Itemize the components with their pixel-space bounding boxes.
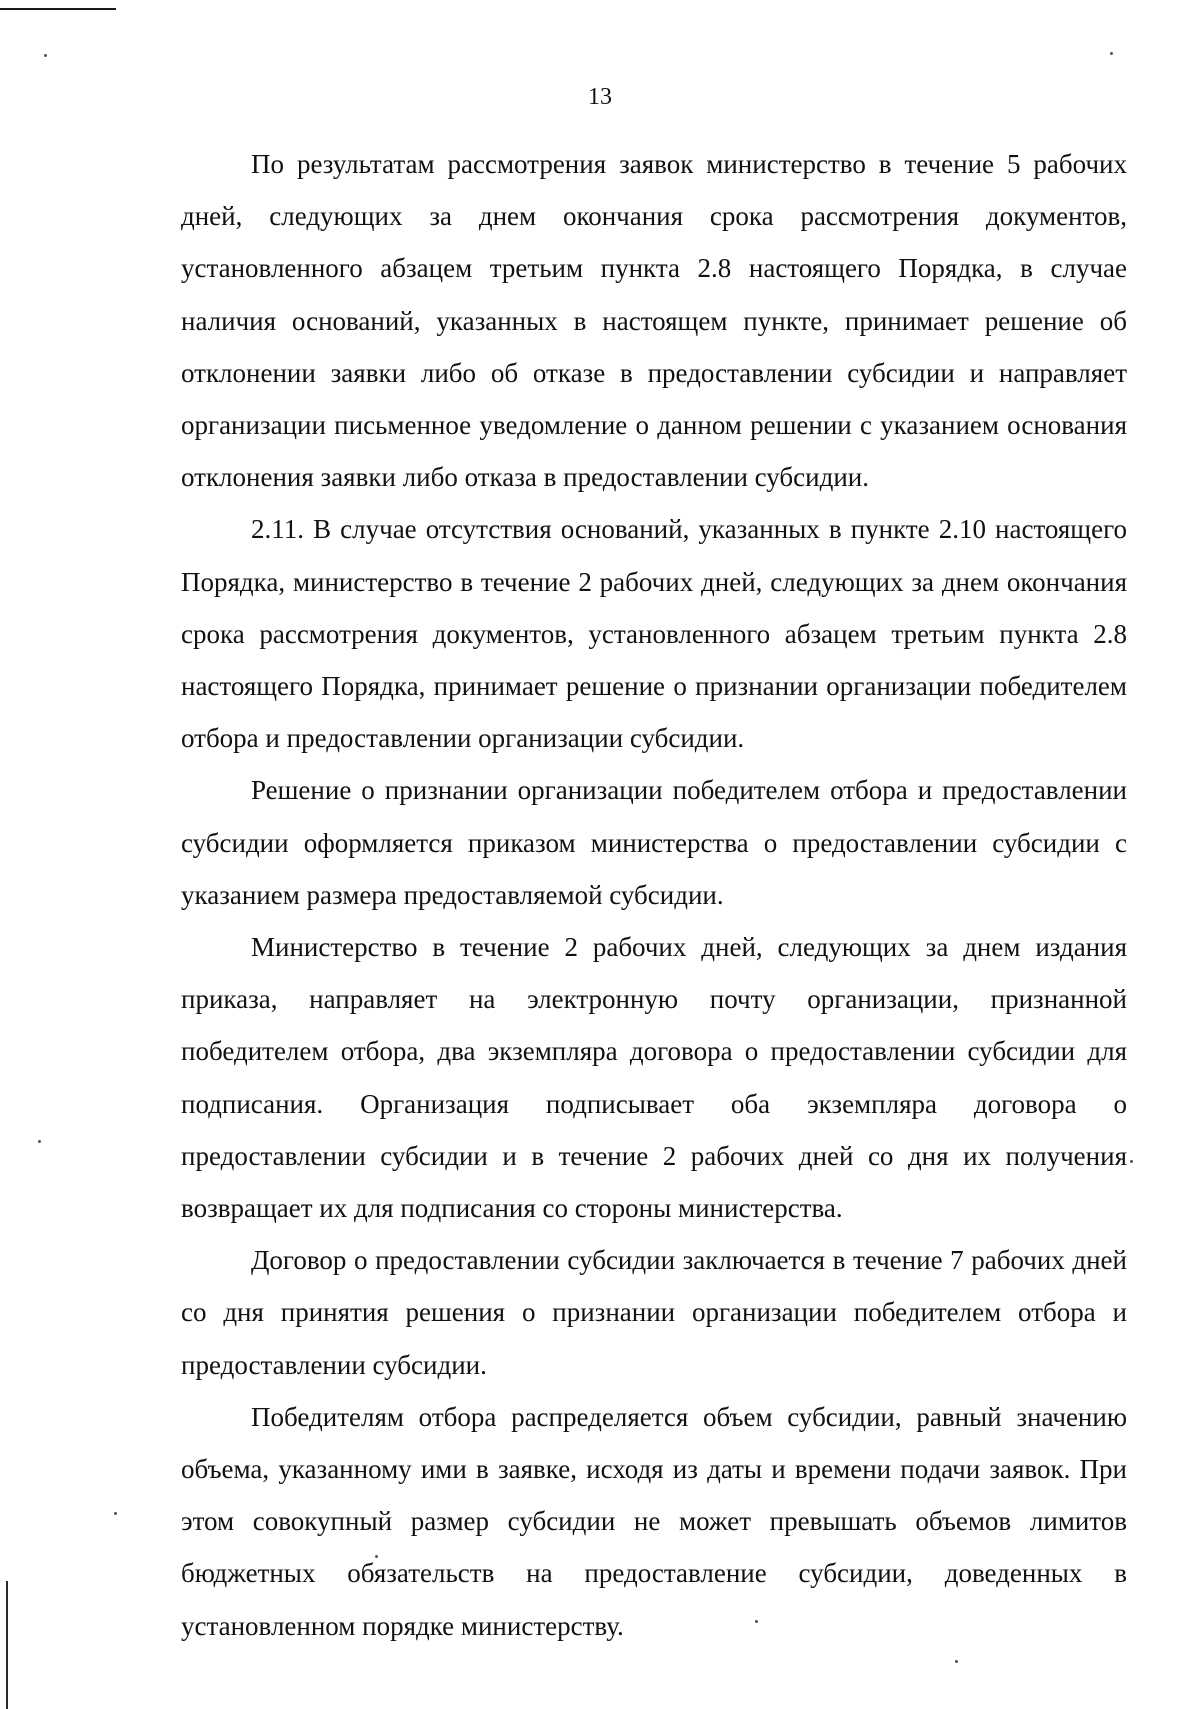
document-body <box>181 138 1127 1652</box>
scan-speck <box>38 1140 41 1143</box>
scan-speck <box>375 1555 378 1558</box>
scan-speck <box>114 1512 117 1515</box>
scan-corner-line <box>0 8 116 10</box>
scan-speck <box>44 54 47 57</box>
scan-speck <box>955 1660 958 1663</box>
paragraph-decision: Решение о признании организации победителем отбора и предоставлении субсидии оформляется приказом министерства о предоставлении субсидии с указанием размера предоставляемой субсидии. <box>181 775 1127 910</box>
paragraph-contract-sending: Министерство в течение 2 рабочих дней, следующих за днем издания приказа, направляет на электронную почту организации, признанной победителем отбора, два экземпляра договора о предоставлении субсидии для подписания. Организация подписывает оба экземпляра договора о предоставлении субсидии и в течение 2 рабочих дней со дня их получения возвращает их для подписания со стороны министерства. <box>181 932 1127 1224</box>
scan-speck <box>755 1620 758 1623</box>
scan-speck <box>1110 52 1113 55</box>
page-number: 13 <box>588 84 612 110</box>
paragraph-rejection: По результатам рассмотрения заявок министерство в течение 5 рабочих дней, следующих за днем окончания срока рассмотрения документов, установленного абзацем третьим пункта 2.8 настоящего Порядка, в случае наличия оснований, указанных в настоящем пункте, принимает решение об отклонении заявки либо об отказе в предоставлении субсидии и направляет организации письменное уведомление о данном решении с указанием основания отклонения заявки либо отказа в предоставлении субсидии. <box>181 149 1127 493</box>
paragraph-subsidy-distribution: Победителям отбора распределяется объем субсидии, равный значению объема, указанному ими в заявке, исходя из даты и времени подачи заявок. При этом совокупный размер субсидии не может превышать объемов лимитов бюджетных обязательств на предоставление субсидии, доведенных в установленном порядке министерству. <box>181 1401 1127 1641</box>
scan-speck <box>1130 1160 1133 1163</box>
scan-left-edge-line <box>6 1581 8 1709</box>
paragraph-contract-conclusion: Договор о предоставлении субсидии заключается в течение 7 рабочих дней со дня принятия решения о признании организации победителем отбора и предоставлении субсидии. <box>181 1245 1127 1380</box>
paragraph-2-11: 2.11. В случае отсутствия оснований, указанных в пункте 2.10 настоящего Порядка, министерство в течение 2 рабочих дней, следующих за днем окончания срока рассмотрения документов, установленного абзацем третьим пункта 2.8 настоящего Порядка, принимает решение о признании организации победителем отбора и предоставлении организации субсидии. <box>181 514 1127 754</box>
